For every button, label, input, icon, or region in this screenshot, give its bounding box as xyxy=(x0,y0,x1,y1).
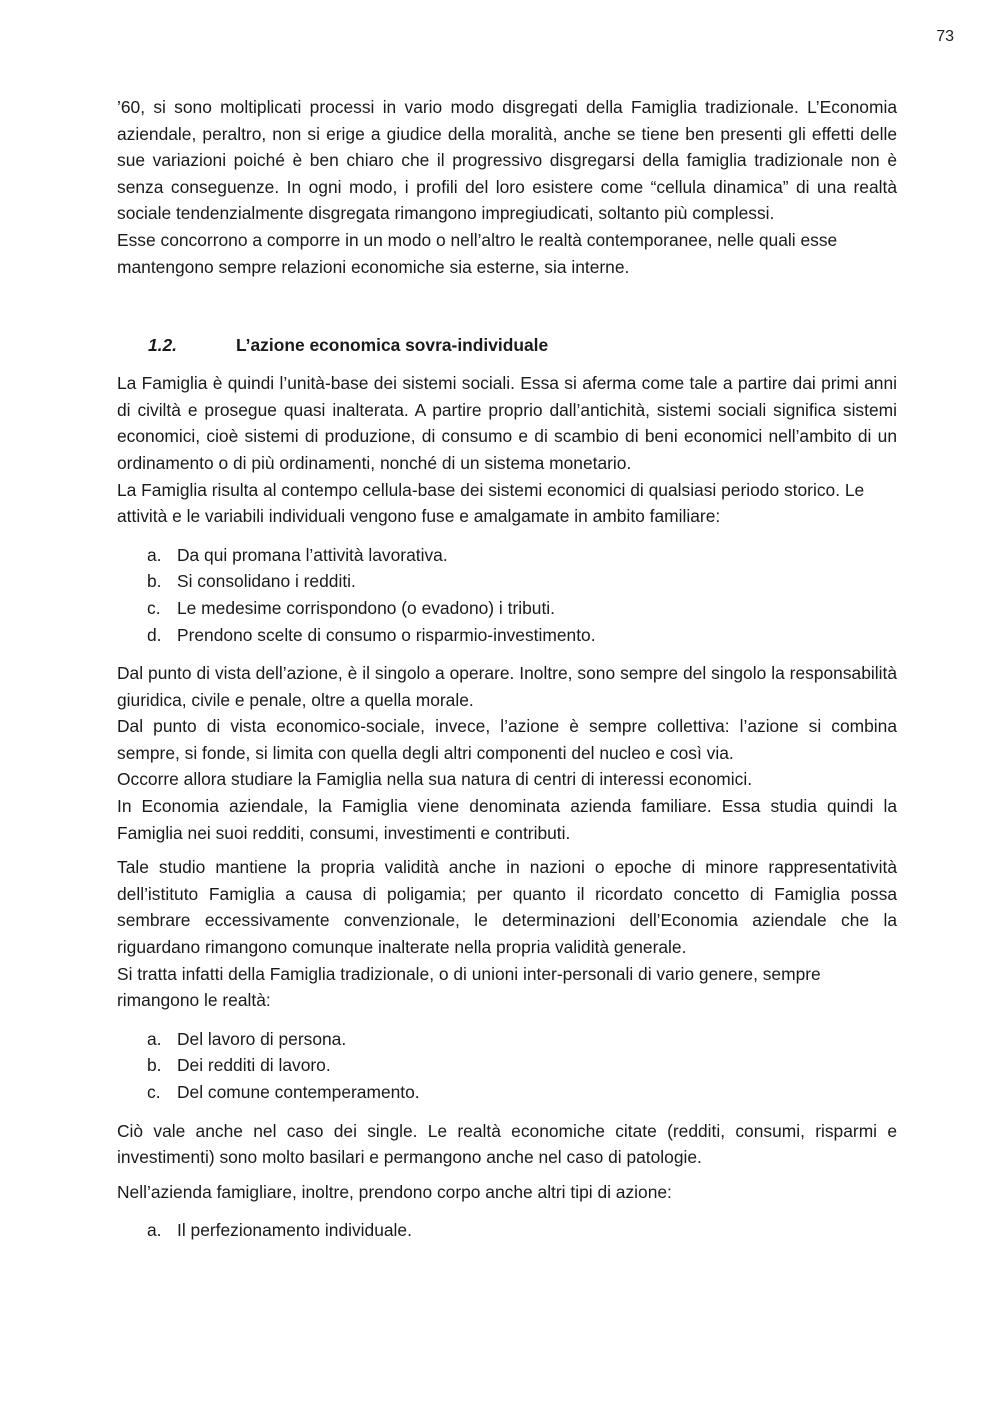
page-body xyxy=(117,94,897,1244)
page-number: 73 xyxy=(936,28,954,45)
list-item-text: Prendono scelte di consumo o risparmio-investimento. xyxy=(177,624,596,645)
list-2 xyxy=(117,1026,897,1106)
list-item-text: Le medesime corrispondono (o evadono) i tributi. xyxy=(177,597,555,618)
list-item-text: Dei redditi di lavoro. xyxy=(177,1055,331,1076)
section-number: 1.2. xyxy=(148,335,178,356)
paragraph: La Famiglia è quindi l’unità-base dei sistemi sociali. Essa si aferma come tale a partire dai primi anni di civiltà e prosegue quasi inalterata. A partire proprio dall’antichità, sistemi sociali significa sistemi economici, cioè sistemi di produzione, di consumo e di scambio di beni economici nell’ambito di un ordinamento o di più ordinamenti, nonché di un sistema monetario. xyxy=(117,373,897,473)
list-item-text: Il perfezionamento individuale. xyxy=(177,1220,412,1241)
paragraph: La Famiglia risulta al contempo cellula-base dei sistemi economici di qualsiasi periodo storico. Le attività e le variabili individuali vengono fuse e amalgamate in ambito familiare: xyxy=(117,479,865,527)
spacer xyxy=(117,846,897,854)
list-item xyxy=(117,1217,897,1244)
list-1 xyxy=(117,542,897,648)
list-item xyxy=(117,1079,897,1106)
paragraph: Si tratta infatti della Famiglia tradizionale, o di unioni inter-personali di vario genere, sempre rimangono le realtà: xyxy=(117,963,821,1011)
paragraph: In Economia aziendale, la Famiglia viene denominata azienda familiare. Essa studia quindi la Famiglia nei suoi redditi, consumi, investimenti e contributi. xyxy=(117,796,897,843)
list-item-text: Da qui promana l’attività lavorativa. xyxy=(177,544,448,565)
list-marker: a. xyxy=(147,1028,162,1049)
spacer xyxy=(117,1014,897,1026)
list-item xyxy=(117,542,897,569)
spacer xyxy=(117,648,897,660)
spacer xyxy=(117,1205,897,1217)
list-item xyxy=(117,622,897,649)
list-marker: c. xyxy=(147,1082,161,1102)
list-item xyxy=(117,1026,897,1053)
paragraph: Tale studio mantiene la propria validità anche in nazioni o epoche di minore rappresentatività dell’istituto Famiglia a causa di poligamia; per quanto il ricordato concetto di Famiglia possa sembrare eccessivamente convenzionale, le determinazioni dell’Economia aziendale che la riguardano rimangono comunque inalterate nella propria validità generale. xyxy=(117,857,897,958)
paragraph: Nell’azienda famigliare, inoltre, prendono corpo anche altri tipi di azione: xyxy=(117,1181,672,1202)
list-item-text: Si consolidano i redditi. xyxy=(177,571,356,592)
section-title: L’azione economica sovra-individuale xyxy=(236,335,549,356)
list-marker: d. xyxy=(147,624,162,645)
paragraph: Occorre allora studiare la Famiglia nella sua natura di centri di interessi economici. xyxy=(117,769,753,790)
list-item-text: Del comune contemperamento. xyxy=(177,1082,420,1102)
list-marker: a. xyxy=(147,544,162,565)
list-item xyxy=(117,595,897,622)
section-heading xyxy=(117,332,897,358)
paragraph: ’60, si sono moltiplicati processi in vario modo disgregati della Famiglia tradizionale. L’Economia aziendale, peraltro, non si erige a giudice della moralità, anche se tiene ben presenti gli effetti delle sue variazioni poiché è ben chiaro che il progressivo disgregarsi della famiglia tradizionale non è senza conseguenze. In ogni modo, i profili del loro esistere come “cellula dinamica” di una realtà sociale tendenzialmente disgregata rimangono impregiudicati, soltanto più complessi. xyxy=(117,97,897,224)
spacer xyxy=(117,280,897,332)
list-3 xyxy=(117,1217,897,1244)
paragraph: Esse concorrono a comporre in un modo o nell’altro le realtà contemporanee, nelle quali esse mantengono sempre relazioni economiche sia esterne, sia interne. xyxy=(117,229,838,277)
list-item xyxy=(117,568,897,595)
list-marker: b. xyxy=(147,571,162,592)
paragraph: Dal punto di vista economico-sociale, invece, l’azione è sempre collettiva: l’azione si combina sempre, si fonde, si limita con quella degli altri componenti del nucleo e così via. xyxy=(117,716,897,763)
list-marker: a. xyxy=(147,1220,162,1241)
list-item xyxy=(117,1052,897,1079)
spacer xyxy=(117,1171,897,1179)
list-marker: b. xyxy=(147,1055,162,1076)
list-marker: c. xyxy=(147,597,161,618)
paragraph: Dal punto di vista dell’azione, è il singolo a operare. Inoltre, sono sempre del singolo la responsabilità giuridica, civile e penale, oltre a quella morale. xyxy=(117,663,897,710)
paragraph: Ciò vale anche nel caso dei single. Le realtà economiche citate (redditi, consumi, risparmi e investimenti) sono molto basilari e permangono anche nel caso di patologie. xyxy=(117,1120,897,1168)
spacer xyxy=(117,1106,897,1118)
list-item-text: Del lavoro di persona. xyxy=(177,1028,347,1049)
spacer xyxy=(117,530,897,542)
